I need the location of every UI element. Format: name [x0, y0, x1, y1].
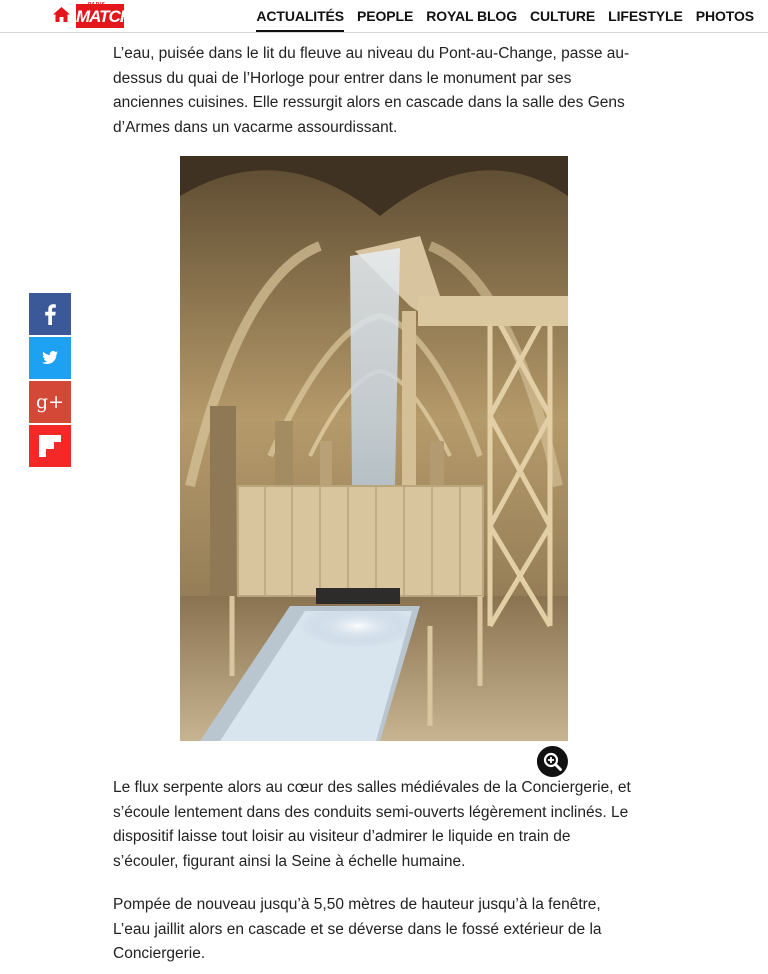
googleplus-icon: g+ — [35, 391, 65, 413]
share-twitter-button[interactable] — [29, 337, 71, 379]
nav-item-photos[interactable]: PHOTOS — [695, 8, 754, 24]
top-navigation-bar — [0, 0, 768, 33]
article-paragraph-2 — [113, 776, 633, 874]
paragraph-text: Le flux serpente alors au cœur des salles médiévales de la Conciergerie, et s’écoule lentement dans des conduits semi-ouverts légèrement inclinés. Le dispositif laisse tout loisir au visiteur d’admirer le liquide en train de s’écouler, figurant ainsi la Seine à échelle humaine. — [113, 779, 631, 870]
share-facebook-button[interactable] — [29, 293, 71, 335]
article-paragraph-1 — [113, 42, 633, 140]
nav-item-culture[interactable]: CULTURE — [530, 8, 596, 24]
flipboard-icon — [29, 425, 71, 467]
share-flipboard-button[interactable] — [29, 425, 71, 467]
nav-item-royal-blog[interactable]: ROYAL BLOG — [426, 8, 518, 24]
nav-item-people[interactable]: PEOPLE — [357, 8, 414, 24]
paris-match-logo[interactable]: MATCH — [76, 4, 124, 28]
main-nav — [256, 0, 754, 32]
paragraph-text: L’eau, puisée dans le lit du fleuve au niveau du Pont-au-Change, passe au-dessus du quai de l’Horloge pour entrer dans le monument par ses anciennes cuisines. Elle ressurgit alors en cascade dans la salle des Gens d’Armes dans un vacarme assourdissant. — [113, 45, 630, 136]
article-paragraph-3 — [113, 893, 633, 967]
article-photo[interactable] — [180, 156, 568, 741]
nav-item-actualites[interactable]: ACTUALITÉS — [256, 0, 344, 32]
nav-item-lifestyle[interactable]: LIFESTYLE — [608, 8, 683, 24]
home-icon[interactable] — [53, 7, 70, 22]
share-googleplus-button[interactable] — [29, 381, 71, 423]
paragraph-text: Pompée de nouveau jusqu’à 5,50 mètres de hauteur jusqu’à la fenêtre, L’eau jaillit alors en cascade et se déverse dans le fossé extérieur de la Conciergerie. — [113, 896, 602, 962]
twitter-icon — [29, 337, 71, 379]
zoom-in-icon[interactable] — [537, 746, 568, 777]
photo-illustration — [180, 156, 568, 741]
facebook-icon — [29, 293, 71, 335]
